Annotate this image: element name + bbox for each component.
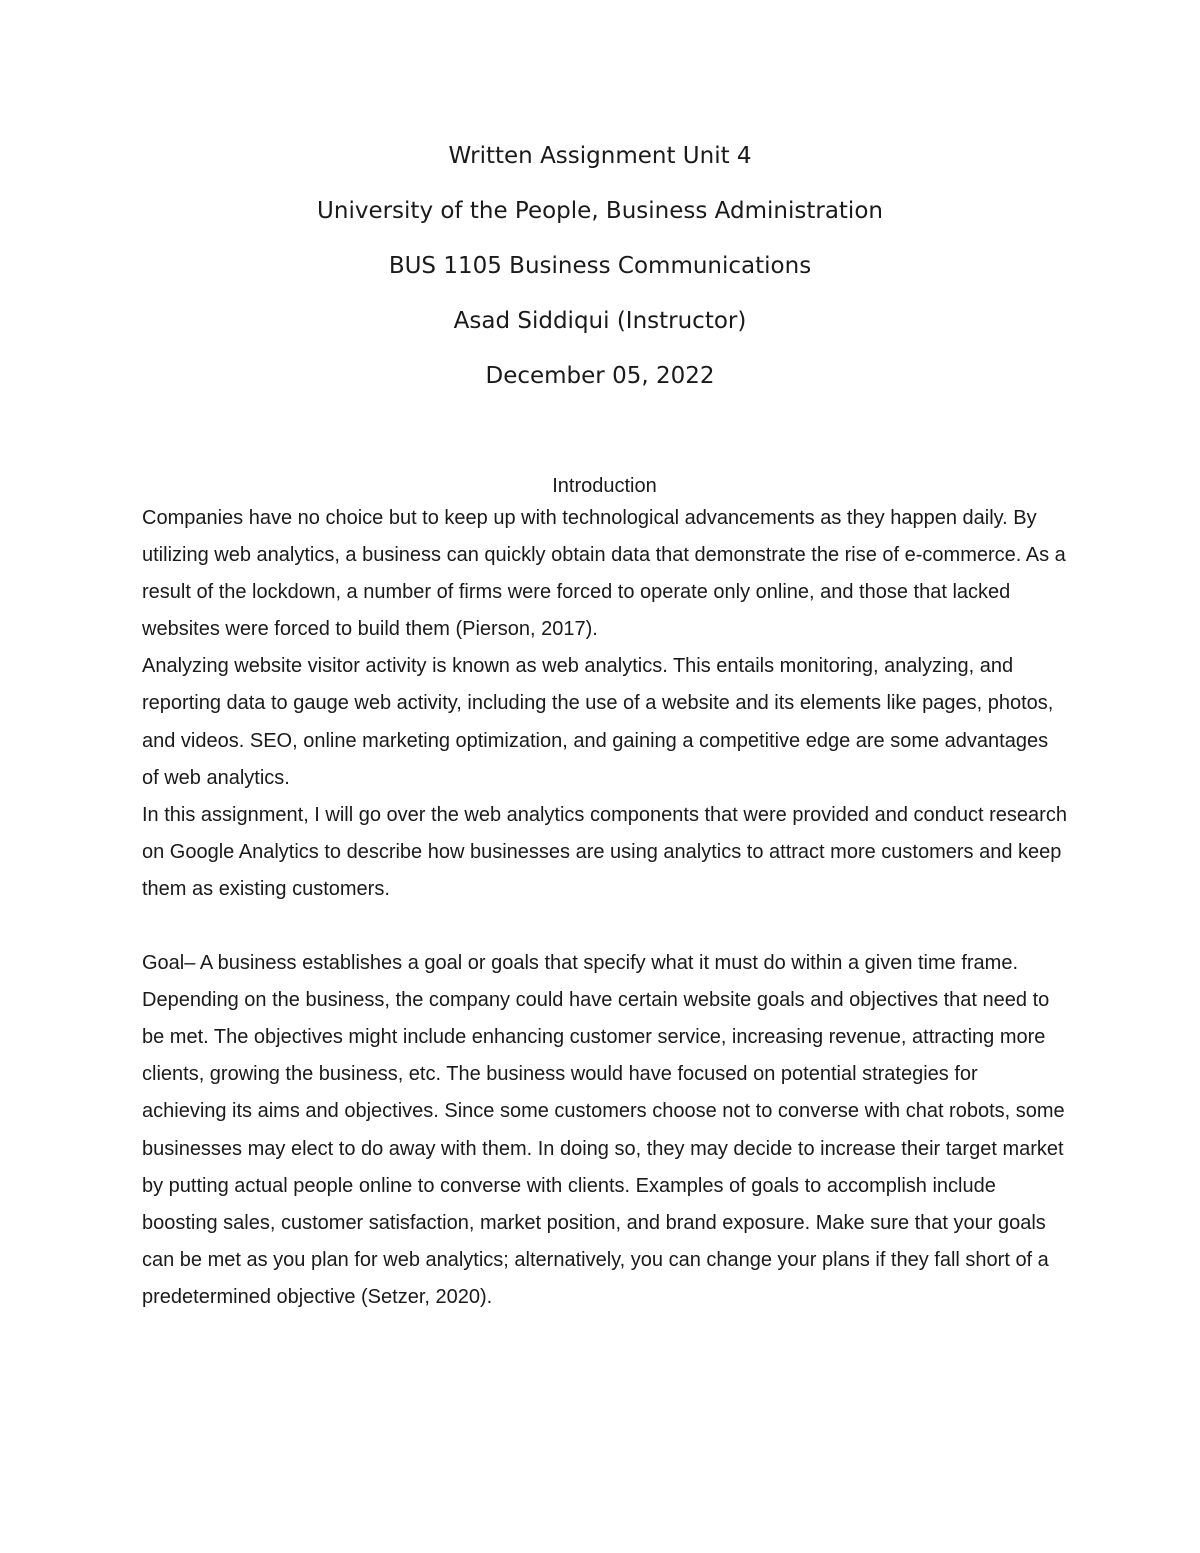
date-line: December 05, 2022 bbox=[485, 363, 715, 389]
paragraph-intro-1: Companies have no choice but to keep up with technological advancements as they happen daily. By utilizing web analytics, a business can quickly obtain data that demonstrate the rise of e-commerce. As a result of the lockdown, a number of firms were forced to operate only online, and those that lacked websites were forced to build them (Pierson, 2017). bbox=[142, 507, 1066, 641]
paragraph-spacer bbox=[142, 908, 1067, 945]
paragraph-intro-3: In this assignment, I will go over the web analytics components that were provided and conduct research on Google Analytics to describe how businesses are using analytics to attract more customers and keep them as existing customers. bbox=[142, 803, 1067, 900]
course-line: BUS 1105 Business Communications bbox=[388, 253, 812, 279]
section-heading-introduction: Introduction bbox=[552, 475, 657, 497]
paragraph-goal: Goal– A business establishes a goal or goals that specify what it must do within a given time frame. Depending on the business, the company could have certain website goals and objectives that need to be met. The objectives might include enhancing customer service, increasing revenue, attracting more clients, growing the business, etc. The business would have focused on potential strategies for achieving its aims and objectives. Since some customers choose not to converse with chat robots, some businesses may elect to do away with them. In doing so, they may decide to increase their target market by putting actual people online to converse with clients. Examples of goals to accomplish include boosting sales, customer satisfaction, market position, and brand exposure. Make sure that your goals can be met as you plan for web analytics; alternatively, you can change your plans if they fall short of a predetermined objective (Setzer, 2020). bbox=[142, 952, 1065, 1308]
document-body bbox=[142, 472, 1067, 1316]
assignment-title: Written Assignment Unit 4 bbox=[448, 143, 752, 169]
instructor-line: Asad Siddiqui (Instructor) bbox=[453, 308, 747, 334]
paragraph-intro-2: Analyzing website visitor activity is known as web analytics. This entails monitoring, analyzing, and reporting data to gauge web activity, including the use of a website and its elements like pages, photos, and videos. SEO, online marketing optimization, and gaining a competitive edge are some advantages of web analytics. bbox=[142, 655, 1054, 789]
institution-line: University of the People, Business Administration bbox=[317, 198, 883, 224]
title-block bbox=[0, 139, 1200, 414]
